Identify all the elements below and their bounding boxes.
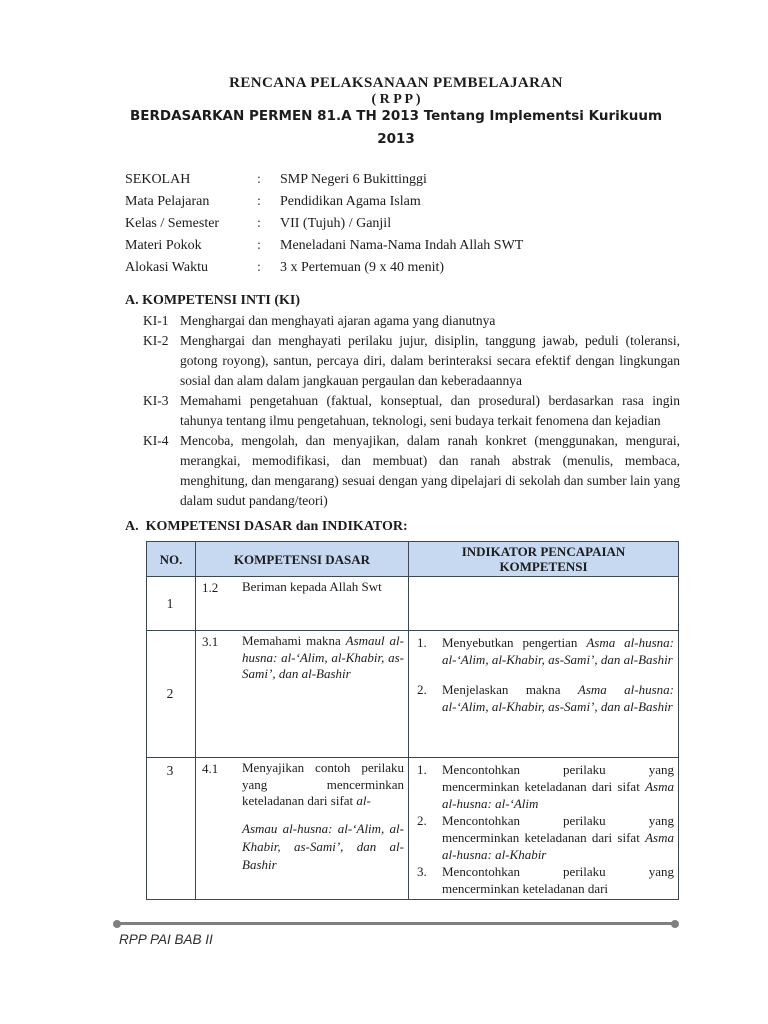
indicator-text	[442, 634, 674, 668]
cell-kompetensi-dasar	[196, 758, 409, 900]
indicator-number: 2.	[417, 682, 427, 697]
cell-row-number: 3	[147, 758, 196, 900]
kd-code: 4.1	[202, 761, 219, 776]
text-segment: Menyebutkan pengertian	[442, 635, 587, 650]
info-row	[125, 172, 680, 194]
text-segment: Memahami makna	[242, 633, 346, 648]
indicator-text	[442, 681, 674, 715]
title-line-1: RENCANA PELAKSANAAN PEMBELAJARAN	[229, 75, 563, 91]
table-column-header: KOMPETENSI DASAR	[196, 542, 409, 577]
cell-indikator	[409, 631, 679, 758]
text-segment: Menjelaskan makna	[442, 682, 578, 697]
indicator-number: 2.	[417, 813, 427, 828]
kd-table-body	[147, 577, 679, 900]
kd-code: 3.1	[202, 634, 219, 649]
kd-paragraph	[242, 820, 404, 874]
indicator-number: 3.	[417, 864, 427, 879]
info-label: Materi Pokok	[125, 238, 202, 253]
table-row	[147, 758, 679, 900]
indicator-item	[417, 634, 674, 668]
info-row	[125, 260, 680, 282]
info-label: Mata Pelajaran	[125, 194, 210, 209]
indicator-item	[417, 812, 674, 863]
info-separator: :	[257, 194, 261, 209]
cell-indikator	[409, 577, 679, 631]
info-separator: :	[257, 216, 261, 231]
indicator-item	[417, 863, 674, 897]
info-value: Meneladani Nama-Nama Indah Allah SWT	[280, 238, 524, 253]
info-table	[125, 172, 680, 282]
indicator-number: 1.	[417, 762, 427, 777]
ki-item-text: Menghargai dan menghayati perilaku jujur, disiplin, tanggung jawab, peduli (toleransi, gotong royong), santun, percaya diri, dalam berinteraksi secara efektif dengan lingkungan sosial dan alam dalam jangkauan pergaulan dan keberadaannya	[180, 333, 680, 388]
kd-paragraph	[242, 633, 404, 683]
title-block	[112, 74, 680, 147]
info-label: Kelas / Semester	[125, 216, 220, 231]
indicator-list	[411, 760, 674, 897]
italic-text-segment: al-	[356, 793, 371, 808]
indicator-item	[417, 761, 674, 812]
info-separator: :	[257, 238, 261, 253]
text-segment: Menyajikan contoh perilaku yang mencerminkan keteladanan dari sifat	[242, 760, 404, 808]
indicator-text	[442, 812, 674, 863]
cell-kompetensi-dasar	[196, 631, 409, 758]
info-label: SEKOLAH	[125, 172, 191, 187]
info-value: VII (Tujuh) / Ganjil	[280, 216, 392, 231]
ki-item-text: Memahami pengetahuan (faktual, konseptual, dan prosedural) berdasarkan rasa ingin tahunya tentang ilmu pengetahuan, teknologi, seni budaya terkait fenomena dan kejadian	[180, 393, 680, 428]
ki-item-text: Mencoba, mengolah, dan menyajikan, dalam ranah konkret (menggunakan, mengurai, merangkai, memodifikasi, dan membuat) dan ranah abstrak (menulis, membaca, menghitung, dan mengarang) sesuai dengan yang dipelajari di sekolah dan sumber lain yang dalam sudut pandang/teori)	[180, 433, 680, 508]
text-segment: Mencontohkan perilaku yang mencerminkan keteladanan dari sifat	[442, 813, 674, 845]
text-segment: Mencontohkan perilaku yang mencerminkan keteladanan dari	[442, 864, 674, 896]
italic-text-segment: Asma al-husna: al-Khabir	[442, 830, 674, 862]
kd-code: 1.2	[202, 580, 219, 595]
info-value: SMP Negeri 6 Bukittinggi	[280, 172, 427, 187]
italic-text-segment: Asmau al-husna: al-‘Alim, al-Khabir, as-Sami’, dan al-Bashir	[242, 820, 404, 872]
indicator-text	[442, 761, 674, 812]
italic-text-segment: Asma al-husna: al-‘Alim, al-Khabir, as-Sami’, dan al-Bashir	[442, 635, 675, 667]
ki-item	[143, 431, 680, 511]
ki-item	[143, 311, 680, 331]
info-row	[125, 238, 680, 260]
title-line-2: ( R P P )	[371, 92, 421, 107]
page-footer	[113, 922, 679, 947]
italic-text-segment: Asma al-husna: al-‘Alim, al-Khabir, as-Sami’, dan al-Bashir	[442, 682, 675, 714]
table-row	[147, 577, 679, 631]
info-value: Pendidikan Agama Islam	[280, 194, 421, 209]
cell-kompetensi-dasar	[196, 577, 409, 631]
ki-item-number: KI-3	[143, 393, 169, 408]
cell-row-number: 2	[147, 631, 196, 758]
info-separator: :	[257, 172, 261, 187]
table-column-header-text: INDIKATOR PENCAPAIAN KOMPETENSI	[461, 544, 626, 574]
italic-text-segment: Asma al-husna: al-‘Alim	[442, 779, 674, 811]
ki-item	[143, 391, 680, 431]
kd-description	[242, 633, 404, 683]
title-line-3: BERDASARKAN PERMEN 81.A TH 2013 Tentang Implementsi Kurikuum	[129, 108, 663, 124]
indicator-item	[417, 681, 674, 715]
title-line-4: 2013	[377, 131, 415, 147]
table-row	[147, 631, 679, 758]
kd-content	[198, 579, 404, 596]
info-row	[125, 194, 680, 216]
indicator-number: 1.	[417, 635, 427, 650]
text-segment: Mencontohkan perilaku yang mencerminkan keteladanan dari sifat	[442, 762, 674, 794]
text-segment: Beriman kepada Allah Swt	[242, 579, 382, 594]
cell-row-number: 1	[147, 577, 196, 631]
kd-paragraph	[242, 579, 404, 596]
footer-label: RPP PAI BAB II	[119, 932, 213, 947]
ki-item-number: KI-2	[143, 333, 169, 348]
ki-item-number: KI-4	[143, 433, 169, 448]
section-heading-kd: A. KOMPETENSI DASAR dan INDIKATOR:	[125, 519, 408, 534]
info-separator: :	[257, 260, 261, 275]
footer-rule	[116, 922, 676, 925]
kd-indicator-table	[146, 541, 679, 900]
kd-table-header-row	[147, 542, 679, 577]
kd-content	[198, 760, 404, 874]
document-content	[112, 0, 680, 900]
table-column-header	[409, 542, 679, 577]
section-heading-ki: A. KOMPETENSI INTI (KI)	[125, 293, 301, 308]
info-label: Alokasi Waktu	[125, 260, 208, 275]
kd-content	[198, 633, 404, 683]
kd-paragraph	[242, 760, 404, 810]
italic-text-segment: Asmaul al-husna: al-‘Alim, al-Khabir, as-Sami’, dan al-Bashir	[242, 633, 404, 681]
ki-item-text: Menghargai dan menghayati ajaran agama yang dianutnya	[180, 313, 496, 328]
kd-description	[242, 760, 404, 874]
info-row	[125, 216, 680, 238]
ki-list	[143, 311, 680, 511]
info-value: 3 x Pertemuan (9 x 40 menit)	[280, 260, 445, 275]
cell-indikator	[409, 758, 679, 900]
ki-item	[143, 331, 680, 391]
table-column-header: NO.	[147, 542, 196, 577]
kd-description	[242, 579, 404, 596]
indicator-list	[411, 633, 674, 715]
ki-item-number: KI-1	[143, 313, 169, 328]
indicator-text	[442, 863, 674, 897]
